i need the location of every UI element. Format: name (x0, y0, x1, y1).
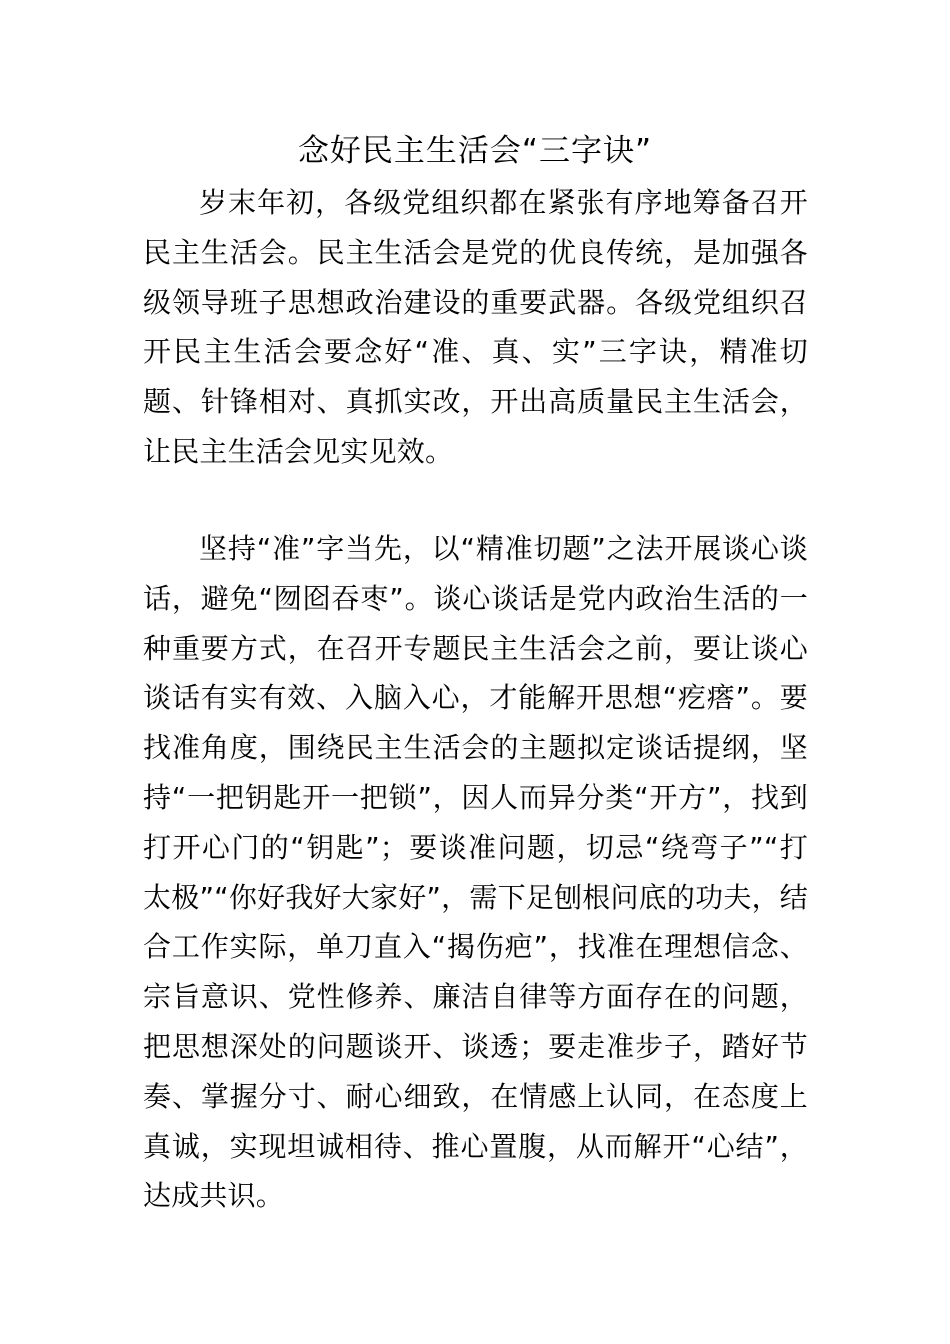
document-title: 念好民主生活会“三字诀” (297, 133, 653, 169)
paragraph-intro: 岁末年初，各级党组织都在紧张有序地筹备召开民主生活会。民主生活会是党的优良传统，是加强各级领导班子思想政治建设的重要武器。各级党组织召开民主生活会要念好“准、真、实”三字诀，精准切题、针锋相对、真抓实改，开出高质量民主生活会，让民主生活会见实见效。 (143, 186, 808, 468)
paragraph-zhun: 坚持“准”字当先，以“精准切题”之法开展谈心谈话，避免“囫囵吞枣”。谈心谈话是党内政治生活的一种重要方式，在召开专题民主生活会之前，要让谈心谈话有实有效、入脑入心，才能解开思想“疙瘩”。要找准角度，围绕民主生活会的主题拟定谈话提纲，坚持“一把钥匙开一把锁”，因人而异分类“开方”，找到打开心门的“钥匙”；要谈准问题，切忌“绕弯子”“打太极”“你好我好大家好”，需下足刨根问底的功夫，结合工作实际，单刀直入“揭伤疤”，找准在理想信念、宗旨意识、党性修养、廉洁自律等方面存在的问题，把思想深处的问题谈开、谈透；要走准步子，踏好节奏、掌握分寸、耐心细致，在情感上认同，在态度上真诚，实现坦诚相待、推心置腹，从而解开“心结”，达成共识。 (143, 532, 808, 1213)
